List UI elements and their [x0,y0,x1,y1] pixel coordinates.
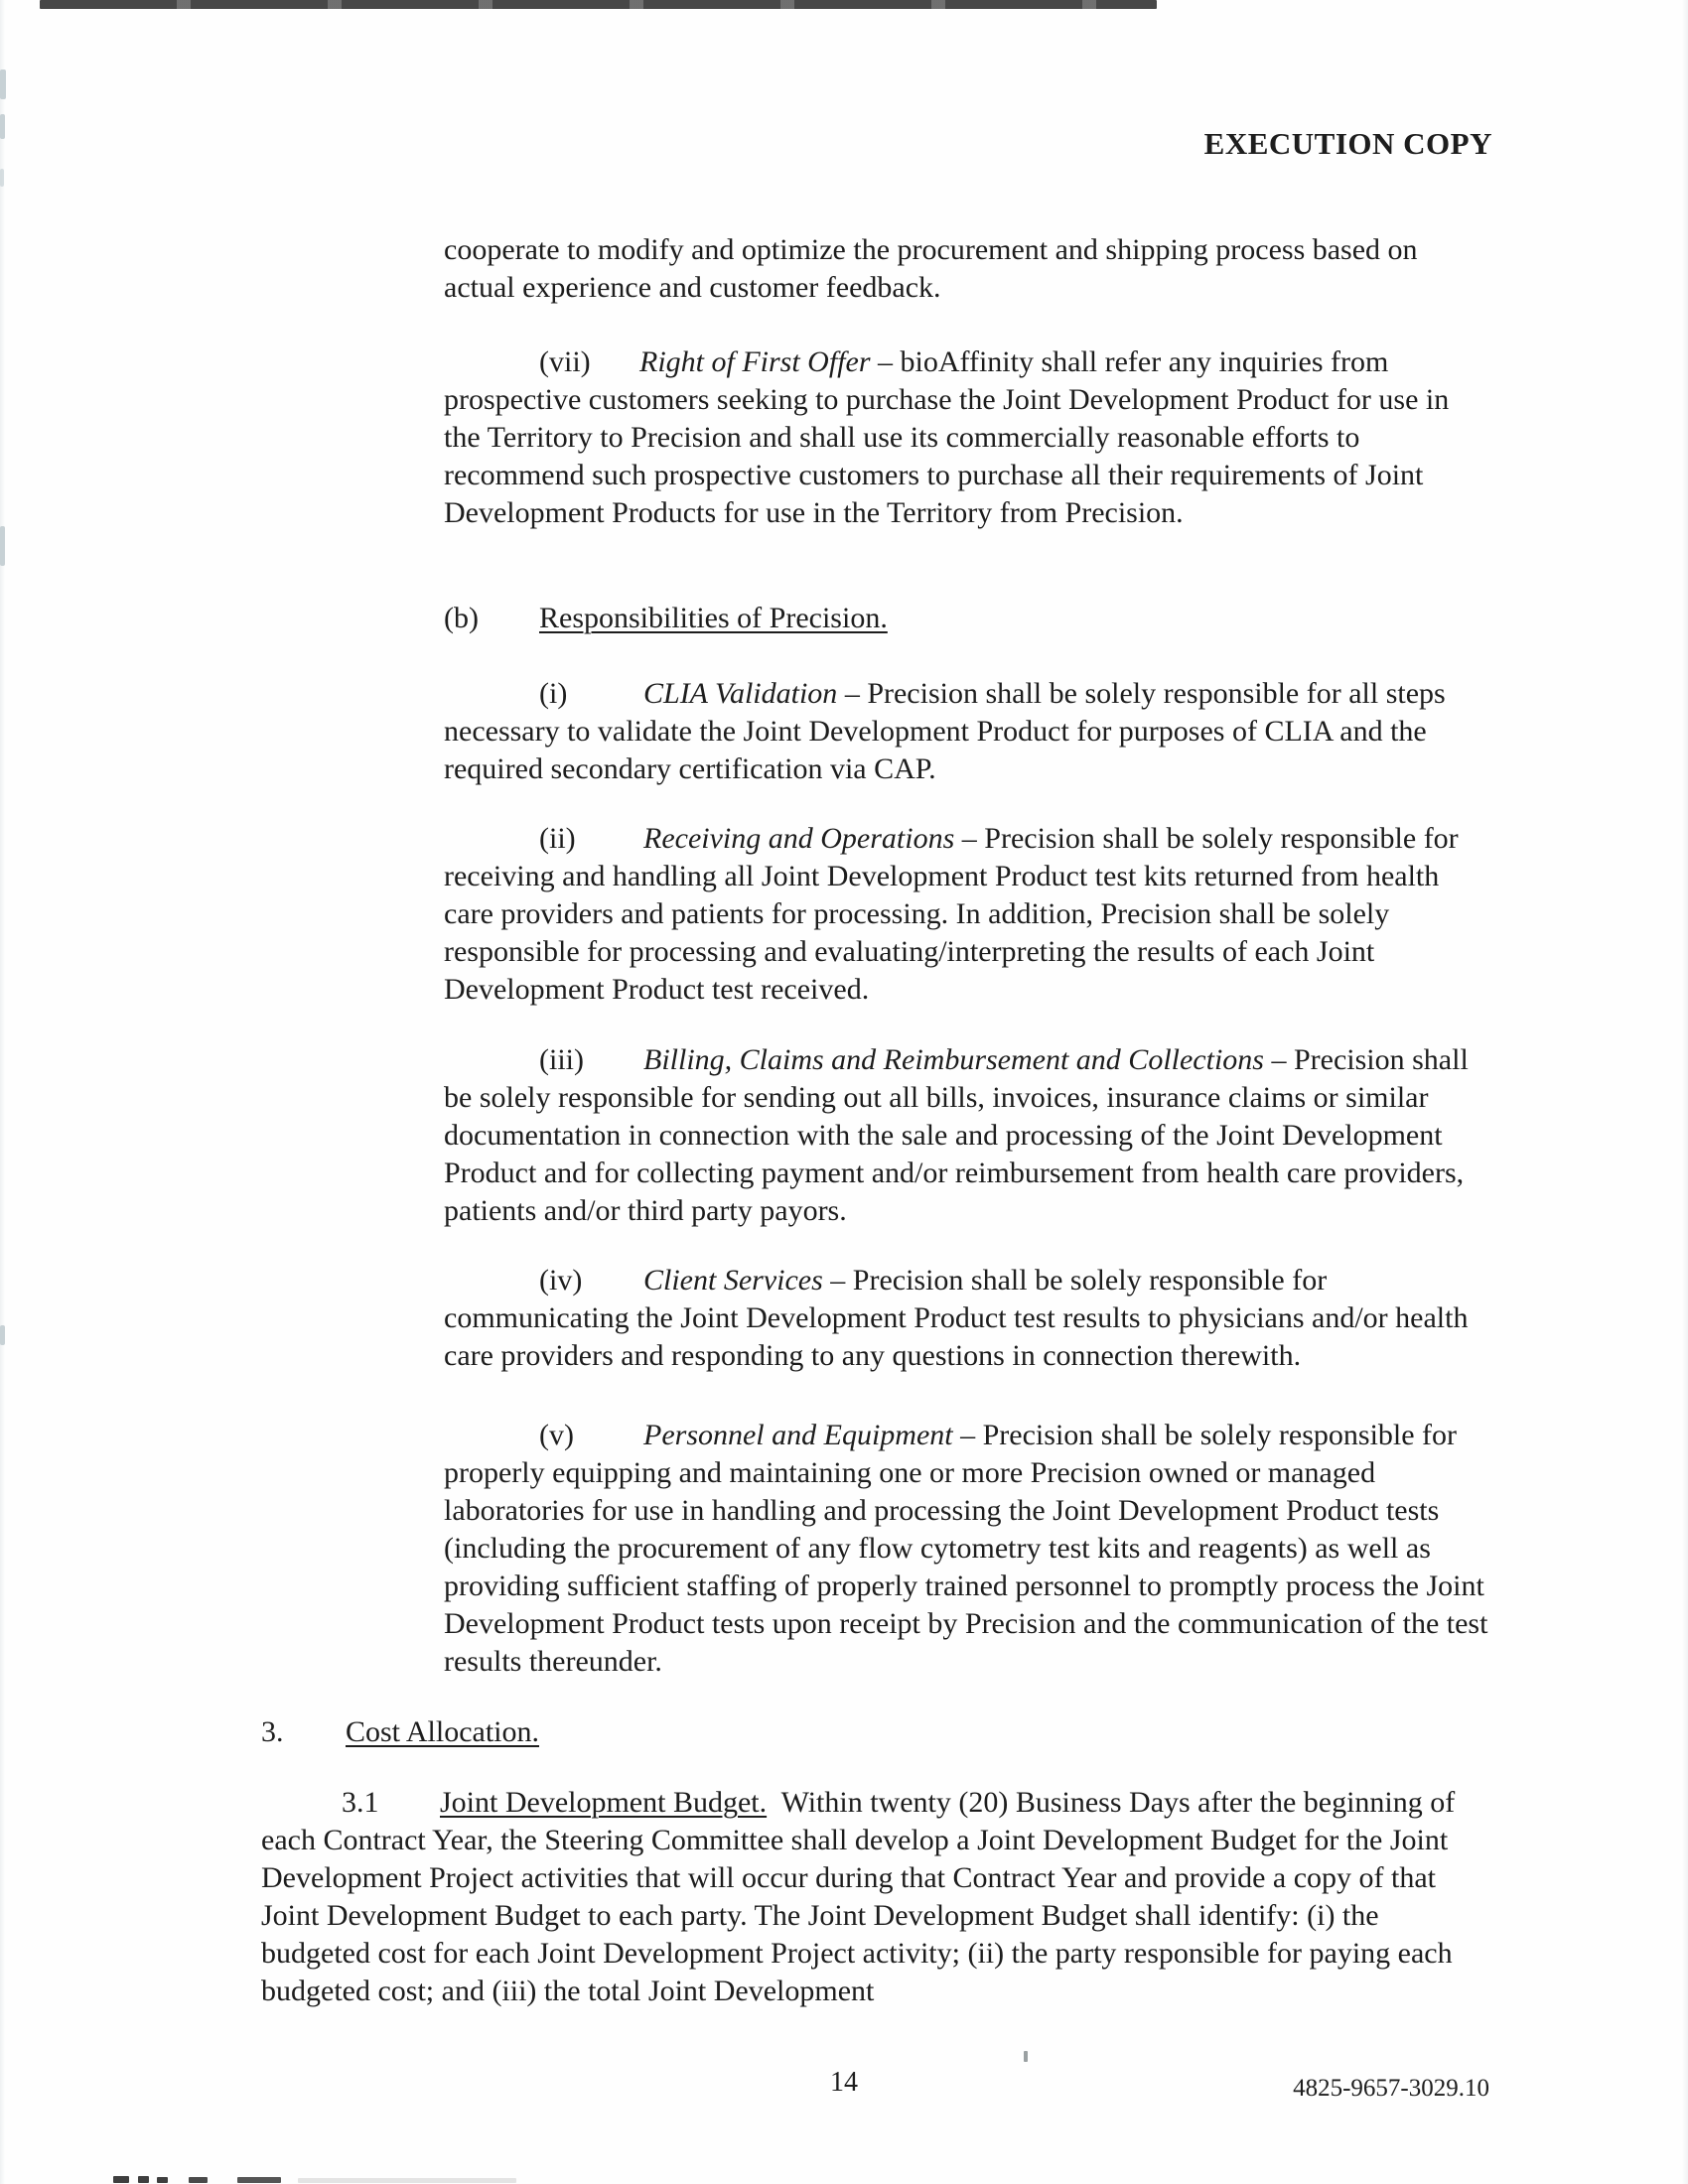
heading-b-title: Responsibilities of Precision. [539,602,888,634]
scan-smudge [0,169,4,187]
clause-iii-label: (iii) [539,1043,584,1076]
section-3-1-title: Joint Development Budget. [440,1786,768,1819]
clause-vii-title: Right of First Offer [639,345,871,378]
clause-v [444,1417,1492,1681]
clause-vii-label: (vii) [539,345,591,378]
clause-v-label: (v) [539,1419,574,1451]
scan-artifact-dash [189,2177,208,2183]
heading-b-label: (b) [444,602,479,634]
heading-b [444,600,1492,637]
scan-artifact-dash [138,2176,149,2183]
section-3-1-text: Within twenty (20) Business Days after the beginning of each Contract Year, the Steering Committee shall develop a Joint Development Budget for the Joint Development Project activities that will occur during that Contract Year and provide a copy of that Joint Development Budget to each party. The Joint Development Budget shall identify: (i) the budgeted cost for each Joint Development Project activity; (ii) the party responsible for paying each budgeted cost; and (iii) the total Joint Development [261,1786,1456,2007]
scan-smudge [0,114,5,139]
clause-iv-title: Client Services [643,1264,823,1297]
clause-iii-title: Billing, Claims and Reimbursement and Collections [643,1043,1264,1076]
scan-artifact-dash [113,2176,129,2183]
clause-v-text: – Precision shall be solely responsible for properly equipping and maintaining one or more Precision owned or managed laboratories for use in handling and processing the Joint Development Product tests (including the procurement of any flow cytometry test kits and reagents) as well as providing sufficient staffing of properly trained personnel to promptly process the Joint Development Product tests upon receipt by Precision and the communication of the test results thereunder. [444,1419,1488,1678]
clause-i-label: (i) [539,677,568,710]
section-3-1-number: 3.1 [342,1786,379,1819]
section-3-title: Cost Allocation. [346,1715,539,1748]
clause-iii-text: – Precision shall be solely responsible for sending out all bills, invoices, insurance claims or similar documentation in connection with the sale and processing of the Joint Development Product and for collecting payment and/or reimbursement from health care providers, patients and/or third party payors. [444,1043,1469,1227]
section-3-heading [261,1713,1492,1751]
clause-v-title: Personnel and Equipment [643,1419,953,1451]
clause-iv [444,1262,1492,1375]
clause-i-title: CLIA Validation [643,677,838,710]
clause-ii-label: (ii) [539,822,576,855]
scan-artifact-top-bar [40,0,1157,9]
scan-artifact-dash [298,2178,516,2183]
clause-iv-text: – Precision shall be solely responsible for communicating the Joint Development Product test results to physicians and/or health care providers and responding to any questions in connection therewith. [444,1264,1469,1372]
clause-iv-label: (iv) [539,1264,583,1297]
scan-smudge [0,526,5,566]
scan-edge-right [1682,0,1688,2184]
clause-vii-text: – bioAffinity shall refer any inquiries from prospective customers seeking to purchase the Joint Development Product for use in the Territory to Precision and shall use its commercially reasonable efforts to recommend such prospective customers to purchase all their requirements of Joint Development Products for use in the Territory from Precision. [444,345,1450,529]
clause-i [444,675,1492,788]
scan-smudge [0,69,6,99]
clause-i-text: – Precision shall be solely responsible for all steps necessary to validate the Joint Development Product for purposes of CLIA and the required secondary certification via CAP. [444,677,1446,785]
scan-artifact-dash [157,2177,168,2183]
scan-edge-left [0,0,5,2184]
paragraph-continuation: cooperate to modify and optimize the procurement and shipping process based on actual experience and customer feedback. [444,233,1418,304]
clause-vii [444,343,1492,532]
section-3-1 [261,1784,1492,2010]
scan-artifact-dash [237,2177,281,2183]
execution-copy-label: EXECUTION COPY [1203,126,1492,161]
clause-ii-text: – Precision shall be solely responsible for receiving and handling all Joint Development Product test kits returned from health care providers and patients for processing. In addition, Precision shall be solely responsible for processing and evaluating/interpreting the results of each Joint Development Product test received. [444,822,1459,1006]
scan-tick-mark [1024,2051,1028,2062]
clause-iii [444,1041,1492,1230]
clause-ii [444,820,1492,1009]
document-control-number: 4825-9657-3029.10 [1293,2075,1489,2102]
page-number: 14 [830,2067,858,2098]
scan-smudge [0,1325,5,1345]
clause-ii-title: Receiving and Operations [643,822,955,855]
section-3-number: 3. [261,1715,284,1748]
